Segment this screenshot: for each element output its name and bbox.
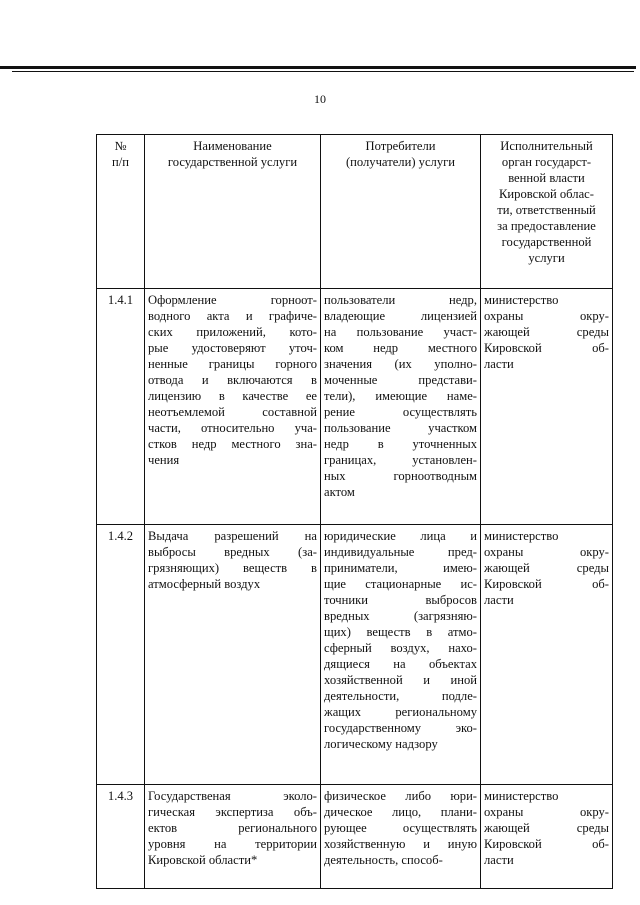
cell-text-line: Кировской об-: [484, 341, 609, 355]
cell-text-line: министерство: [484, 293, 559, 307]
cell-text-line: индивидуальные пред-: [324, 545, 477, 559]
cell-text-line: хозяйственной и иной: [324, 673, 477, 687]
cell-text-line: охраны окру-: [484, 309, 609, 323]
cell-text-line: хозяйственную и иную: [324, 837, 477, 851]
service-consumers: [321, 289, 481, 525]
cell-text-line: жающей среды: [484, 561, 609, 575]
cell-text-line: охраны окру-: [484, 805, 609, 819]
cell-text-line: государственному эко-: [324, 721, 477, 735]
cell-text-line: ектов регионального: [148, 821, 317, 835]
cell-text-line: гическая экспертиза объ-: [148, 805, 317, 819]
cell-text-line: пользователи недр,: [324, 293, 477, 307]
table-row: [97, 289, 613, 525]
cell-text-line: вредных (загрязняю-: [324, 609, 477, 623]
cell-text-line: министерство: [484, 529, 559, 543]
cell-text-line: ласти: [484, 357, 514, 371]
cell-text-line: физическое либо юри-: [324, 789, 477, 803]
cell-text-line: жащих региональному: [324, 705, 477, 719]
row-number: 1.4.2: [97, 525, 145, 785]
cell-text-line: государственной услуги: [167, 155, 298, 169]
cell-text-line: Кировской облас-: [499, 187, 594, 201]
cell-text-line: лицензию в качестве ее: [148, 389, 317, 403]
cell-text-line: актом: [324, 485, 355, 499]
cell-text-line: деятельности, подле-: [324, 689, 477, 703]
service-name: [145, 525, 321, 785]
cell-text-line: части, относительно уча-: [148, 421, 317, 435]
cell-text-line: Кировской об-: [484, 577, 609, 591]
cell-text-line: рующее осуществлять: [324, 821, 477, 835]
cell-text-line: ненные границы горного: [148, 357, 317, 371]
cell-text-line: пользование участком: [324, 421, 477, 435]
service-consumers: [321, 785, 481, 889]
cell-text-line: границах, установлен-: [324, 453, 477, 467]
cell-text-line: жающей среды: [484, 325, 609, 339]
cell-text-line: п/п: [112, 155, 129, 169]
cell-text-line: Потребители: [365, 139, 436, 153]
cell-text-line: министерство: [484, 789, 559, 803]
cell-text-line: ласти: [484, 593, 514, 607]
cell-text-line: ласти: [484, 853, 514, 867]
cell-text-line: грязняющих) веществ в: [148, 561, 317, 575]
header-authority: [481, 135, 613, 289]
cell-text-line: водного акта и графиче-: [148, 309, 317, 323]
cell-text-line: Государственая эколо-: [148, 789, 317, 803]
service-name: [145, 785, 321, 889]
cell-text-line: владеющие лицензией: [324, 309, 477, 323]
table-header-row: [97, 135, 613, 289]
cell-text-line: государственной: [501, 235, 592, 249]
cell-text-line: деятельность, способ-: [324, 853, 443, 867]
cell-text-line: на пользование участ-: [324, 325, 477, 339]
page-number: 10: [314, 92, 326, 106]
cell-text-line: юридические лица и: [324, 529, 477, 543]
cell-text-line: дящиеся на объектах: [324, 657, 477, 671]
cell-text-line: услуги: [528, 251, 565, 265]
cell-text-line: недр в уточненных: [324, 437, 477, 451]
cell-text-line: отвода и включаются в: [148, 373, 317, 387]
cell-text-line: атмосферный воздух: [148, 577, 261, 591]
cell-text-line: выбросы вредных (за-: [148, 545, 317, 559]
service-authority: [481, 785, 613, 889]
cell-text-line: Выдача разрешений на: [148, 529, 317, 543]
cell-text-line: ских приложений, кото-: [148, 325, 317, 339]
cell-text-line: уровня на территории: [148, 837, 317, 851]
cell-text-line: тели), имеющие наме-: [324, 389, 477, 403]
top-border-line-thin: [12, 71, 634, 72]
cell-text-line: стков недр местного зна-: [148, 437, 317, 451]
cell-text-line: моченные представи-: [324, 373, 477, 387]
cell-text-line: Исполнительный: [500, 139, 593, 153]
service-consumers: [321, 525, 481, 785]
cell-text-line: Наименование: [193, 139, 272, 153]
row-number: 1.4.1: [97, 289, 145, 525]
cell-text-line: Оформление горноот-: [148, 293, 317, 307]
cell-text-line: щих) веществ в атмо-: [324, 625, 477, 639]
cell-text-line: сферный воздух, нахо-: [324, 641, 477, 655]
cell-text-line: рение осуществлять: [324, 405, 477, 419]
table-row: [97, 525, 613, 785]
service-name: [145, 289, 321, 525]
cell-text-line: за предоставление: [497, 219, 596, 233]
service-authority: [481, 525, 613, 785]
cell-text-line: приниматели, имею-: [324, 561, 477, 575]
cell-text-line: ком недр местного: [324, 341, 477, 355]
cell-text-line: Кировской об-: [484, 837, 609, 851]
cell-text-line: венной власти: [508, 171, 585, 185]
cell-text-line: щие стационарные ис-: [324, 577, 477, 591]
cell-text-line: №: [114, 139, 127, 153]
cell-text-line: Кировской области*: [148, 853, 258, 867]
service-authority: [481, 289, 613, 525]
cell-text-line: ных горноотводным: [324, 469, 477, 483]
cell-text-line: дическое лицо, плани-: [324, 805, 477, 819]
cell-text-line: рые удостоверяют уточ-: [148, 341, 317, 355]
cell-text-line: ти, ответственный: [497, 203, 596, 217]
header-service-name: [145, 135, 321, 289]
cell-text-line: неотъемлемой составной: [148, 405, 317, 419]
cell-text-line: охраны окру-: [484, 545, 609, 559]
header-consumers: [321, 135, 481, 289]
header-number: [97, 135, 145, 289]
cell-text-line: точники выбросов: [324, 593, 477, 607]
cell-text-line: (получатели) услуги: [345, 155, 456, 169]
cell-text-line: значения (их уполно-: [324, 357, 477, 371]
table-row: [97, 785, 613, 889]
cell-text-line: жающей среды: [484, 821, 609, 835]
row-number: 1.4.3: [97, 785, 145, 889]
services-table: [96, 134, 613, 889]
cell-text-line: орган государст-: [501, 155, 592, 169]
top-border-line: [0, 66, 636, 69]
cell-text-line: логическому надзору: [324, 737, 438, 751]
cell-text-line: чения: [148, 453, 180, 467]
